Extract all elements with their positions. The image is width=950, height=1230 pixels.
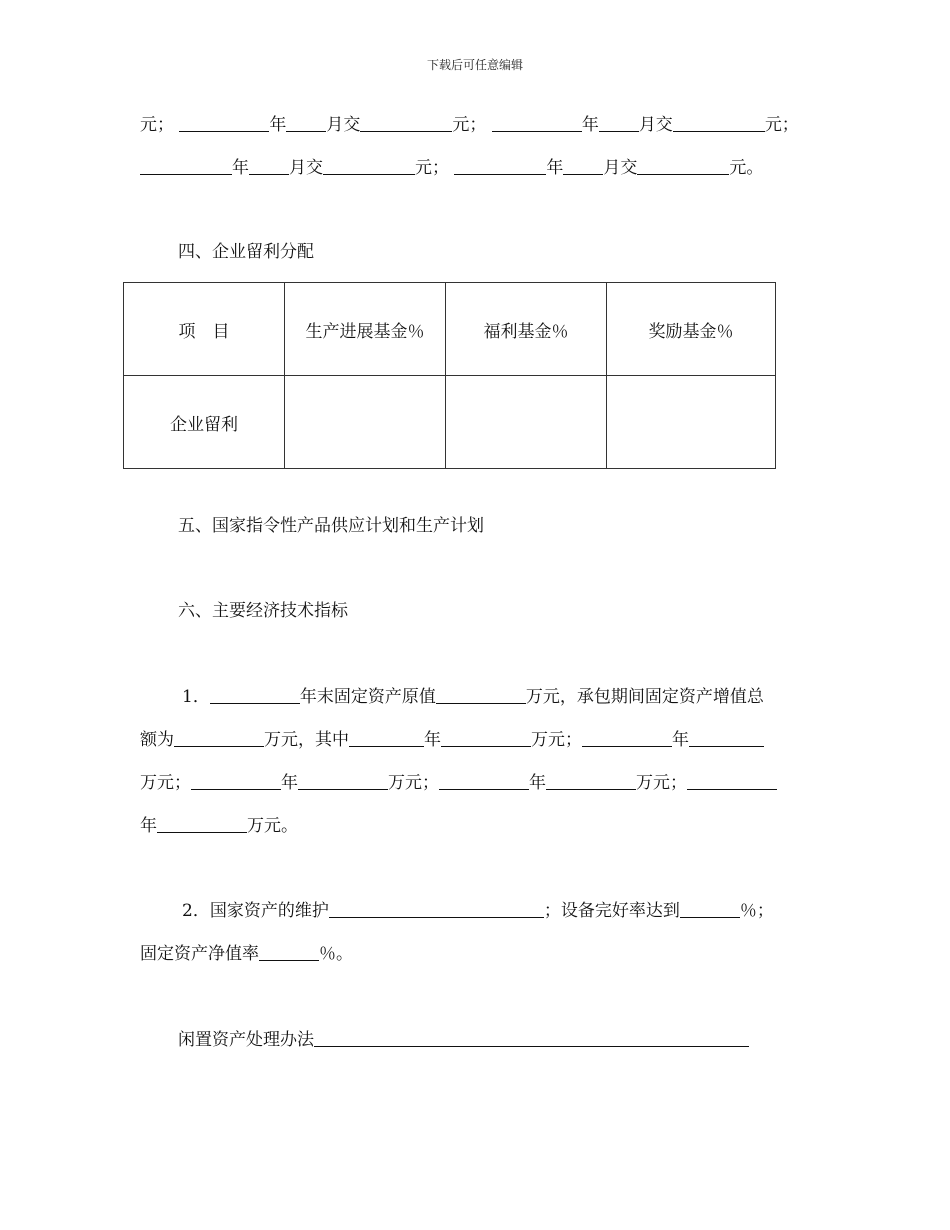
- row-label-retained-profit: 企业留利: [124, 376, 285, 469]
- wan-text: 万元；: [531, 730, 582, 750]
- blank-field[interactable]: [680, 899, 740, 918]
- year-text: 年: [269, 115, 287, 135]
- blank-field[interactable]: [360, 113, 452, 132]
- table-row: [124, 376, 776, 469]
- wan-text: 万元；: [636, 773, 687, 793]
- blank-field[interactable]: [286, 113, 326, 132]
- month-pay-text: 月交: [326, 115, 361, 135]
- blank-field[interactable]: [349, 728, 424, 747]
- input-cell-bonus-fund[interactable]: [607, 376, 776, 469]
- wan-text: 万元；: [140, 773, 191, 793]
- table-header-row: [124, 283, 776, 376]
- item-1-line-4: [140, 814, 298, 838]
- item-number: 1．: [182, 687, 210, 707]
- section-5-title: 五、国家指令性产品供应计划和生产计划: [178, 516, 484, 536]
- month-pay-text: 月交: [638, 115, 673, 135]
- blank-field[interactable]: [157, 814, 247, 833]
- yuan-text: 元；: [415, 158, 449, 178]
- item-text: 国家资产的维护: [209, 901, 329, 921]
- month-pay-text: 月交: [603, 158, 638, 178]
- blank-field[interactable]: [298, 771, 388, 790]
- blank-field[interactable]: [689, 728, 764, 747]
- idle-assets-label: 闲置资产处理办法: [178, 1030, 314, 1050]
- item-1-line-3: [140, 771, 777, 795]
- blank-field[interactable]: [492, 113, 582, 132]
- blank-field[interactable]: [191, 771, 281, 790]
- item-text: 年末固定资产原值: [299, 687, 436, 707]
- item-1-line-1: [182, 685, 764, 709]
- payment-line-2: [140, 156, 763, 180]
- blank-field[interactable]: [673, 113, 765, 132]
- item-number: 2．: [182, 901, 210, 921]
- blank-field[interactable]: [179, 113, 269, 132]
- item-text: ％。: [319, 944, 353, 964]
- item-text: ；设备完好率达到: [543, 901, 680, 921]
- year-text: 年: [672, 730, 689, 750]
- yuan-text: 元；: [764, 115, 799, 135]
- input-cell-production-fund[interactable]: [285, 376, 446, 469]
- wan-text: 万元；: [388, 773, 439, 793]
- blank-field[interactable]: [441, 728, 531, 747]
- idle-assets-line: [178, 1028, 749, 1052]
- blank-field[interactable]: [210, 685, 300, 704]
- section-6-title: 六、主要经济技术指标: [178, 601, 348, 621]
- item-2-line-2: [140, 942, 353, 966]
- item-text: 固定资产净值率: [140, 944, 259, 964]
- blank-field[interactable]: [563, 156, 603, 175]
- blank-field[interactable]: [454, 156, 546, 175]
- item-2-line-1: [182, 899, 774, 923]
- year-text: 年: [281, 773, 298, 793]
- payment-line-1: [140, 113, 799, 137]
- yuan-text: 元；: [140, 115, 174, 135]
- item-text: 万元，承包期间固定资产增值总: [525, 687, 764, 707]
- year-text: 年: [424, 730, 441, 750]
- page-header: 下载后可任意编辑: [426, 58, 523, 72]
- year-text: 年: [529, 773, 546, 793]
- input-cell-welfare-fund[interactable]: [446, 376, 607, 469]
- header-cell-welfare-fund: 福利基金％: [446, 283, 607, 376]
- month-pay-text: 月交: [289, 158, 323, 178]
- blank-field[interactable]: [546, 771, 636, 790]
- blank-field[interactable]: [259, 942, 319, 961]
- blank-field[interactable]: [439, 771, 529, 790]
- item-text: 额为: [140, 730, 174, 750]
- blank-field[interactable]: [249, 156, 289, 175]
- profit-distribution-table: [123, 282, 776, 469]
- header-cell-bonus-fund: 奖励基金％: [607, 283, 776, 376]
- year-text: 年: [140, 816, 157, 836]
- blank-field[interactable]: [687, 771, 777, 790]
- blank-field[interactable]: [329, 899, 544, 918]
- header-cell-item: 项 目: [124, 283, 285, 376]
- year-text: 年: [232, 158, 249, 178]
- wan-text: 万元。: [247, 816, 298, 836]
- blank-field[interactable]: [582, 728, 672, 747]
- blank-field[interactable]: [140, 156, 232, 175]
- item-text: ％；: [739, 901, 774, 921]
- year-text: 年: [581, 115, 599, 135]
- year-text: 年: [546, 158, 564, 178]
- blank-field[interactable]: [323, 156, 415, 175]
- yuan-end-text: 元。: [729, 158, 764, 178]
- blank-field[interactable]: [599, 113, 639, 132]
- header-cell-production-fund: 生产进展基金％: [285, 283, 446, 376]
- blank-field[interactable]: [637, 156, 729, 175]
- yuan-text: 元；: [452, 115, 487, 135]
- section-4-title: 四、企业留利分配: [178, 242, 314, 262]
- blank-field[interactable]: [436, 685, 526, 704]
- item-text: 万元，其中: [264, 730, 349, 750]
- blank-field[interactable]: [314, 1028, 749, 1047]
- blank-field[interactable]: [174, 728, 264, 747]
- item-1-line-2: [140, 728, 764, 752]
